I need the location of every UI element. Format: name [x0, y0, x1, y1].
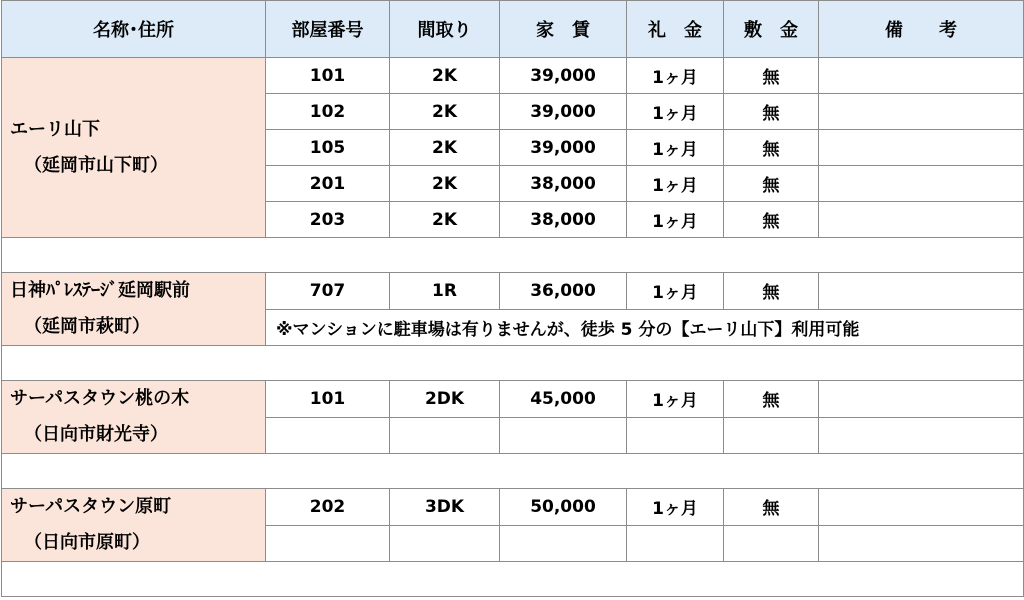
room-layout: 2DK — [390, 381, 500, 418]
room-layout: 2K — [390, 202, 500, 238]
room-layout: 2K — [390, 94, 500, 130]
room-layout — [390, 417, 500, 454]
room-deposit: 無 — [724, 58, 819, 94]
room-key-money: 1ヶ月 — [627, 166, 724, 202]
room-deposit — [724, 417, 819, 454]
table-row — [2, 273, 1024, 310]
property-name-cell — [2, 381, 266, 454]
room-notes — [819, 94, 1024, 130]
room-number: 203 — [266, 202, 390, 238]
property-address: （日向市原町） — [24, 532, 150, 553]
room-layout: 1R — [390, 273, 500, 310]
parking-note: ※マンションに駐車場は有りませんが、徒歩 5 分の【エーリ山下】利用可能 — [266, 309, 1024, 346]
room-key-money — [627, 525, 724, 562]
separator-cell — [2, 454, 1024, 489]
property-name-cell — [2, 58, 266, 238]
table-row — [2, 58, 1024, 94]
room-deposit — [724, 525, 819, 562]
header-row — [2, 1, 1024, 58]
separator-row — [2, 346, 1024, 381]
room-rent — [500, 525, 627, 562]
property-name: エーリ山下 — [10, 118, 100, 140]
room-notes — [819, 58, 1024, 94]
room-deposit: 無 — [724, 489, 819, 526]
separator-row — [2, 238, 1024, 273]
room-notes — [819, 166, 1024, 202]
room-layout: 2K — [390, 166, 500, 202]
room-layout: 2K — [390, 130, 500, 166]
table-row — [2, 381, 1024, 418]
property-address: （日向市財光寺） — [24, 424, 168, 445]
room-key-money: 1ヶ月 — [627, 130, 724, 166]
room-notes — [819, 489, 1024, 526]
room-deposit: 無 — [724, 273, 819, 310]
room-notes — [819, 273, 1024, 310]
room-number — [266, 525, 390, 562]
room-key-money: 1ヶ月 — [627, 202, 724, 238]
property-name: サーパスタウン桃の木 — [10, 388, 190, 409]
separator-row — [2, 562, 1024, 597]
property-name-cell — [2, 273, 266, 346]
header-room-number: 部屋番号 — [266, 1, 390, 58]
header-layout: 間取り — [390, 1, 500, 58]
separator-cell — [2, 346, 1024, 381]
property-name-cell — [2, 489, 266, 562]
room-deposit: 無 — [724, 94, 819, 130]
separator-cell — [2, 562, 1024, 597]
room-rent: 50,000 — [500, 489, 627, 526]
room-layout — [390, 525, 500, 562]
room-rent: 39,000 — [500, 94, 627, 130]
room-key-money — [627, 417, 724, 454]
property-name: 日神ﾊﾟﾚｽﾃｰｼﾞ延岡駅前 — [10, 280, 190, 301]
property-name: サーパスタウン原町 — [10, 496, 172, 517]
room-number — [266, 417, 390, 454]
room-number: 201 — [266, 166, 390, 202]
header-deposit: 敷 金 — [724, 1, 819, 58]
room-rent — [500, 417, 627, 454]
header-rent: 家 賃 — [500, 1, 627, 58]
room-notes — [819, 525, 1024, 562]
room-key-money: 1ヶ月 — [627, 58, 724, 94]
room-number: 105 — [266, 130, 390, 166]
rental-listing-table — [1, 0, 1024, 597]
room-rent: 36,000 — [500, 273, 627, 310]
room-notes — [819, 202, 1024, 238]
room-notes — [819, 381, 1024, 418]
header-notes: 備 考 — [819, 1, 1024, 58]
separator-cell — [2, 238, 1024, 273]
room-layout: 2K — [390, 58, 500, 94]
room-rent: 39,000 — [500, 58, 627, 94]
room-number: 202 — [266, 489, 390, 526]
room-notes — [819, 417, 1024, 454]
room-deposit: 無 — [724, 130, 819, 166]
room-key-money: 1ヶ月 — [627, 381, 724, 418]
room-number: 707 — [266, 273, 390, 310]
room-key-money: 1ヶ月 — [627, 489, 724, 526]
room-key-money: 1ヶ月 — [627, 273, 724, 310]
room-deposit: 無 — [724, 381, 819, 418]
header-name-address: 名称･住所 — [2, 1, 266, 58]
room-notes — [819, 130, 1024, 166]
room-deposit: 無 — [724, 166, 819, 202]
room-number: 101 — [266, 58, 390, 94]
separator-row — [2, 454, 1024, 489]
property-address: （延岡市萩町） — [24, 316, 150, 337]
room-rent: 38,000 — [500, 166, 627, 202]
property-address: （延岡市山下町） — [24, 154, 168, 176]
room-key-money: 1ヶ月 — [627, 94, 724, 130]
room-number: 101 — [266, 381, 390, 418]
room-rent: 45,000 — [500, 381, 627, 418]
header-key-money: 礼 金 — [627, 1, 724, 58]
room-number: 102 — [266, 94, 390, 130]
room-rent: 38,000 — [500, 202, 627, 238]
room-rent: 39,000 — [500, 130, 627, 166]
table-row — [2, 489, 1024, 526]
room-layout: 3DK — [390, 489, 500, 526]
room-deposit: 無 — [724, 202, 819, 238]
